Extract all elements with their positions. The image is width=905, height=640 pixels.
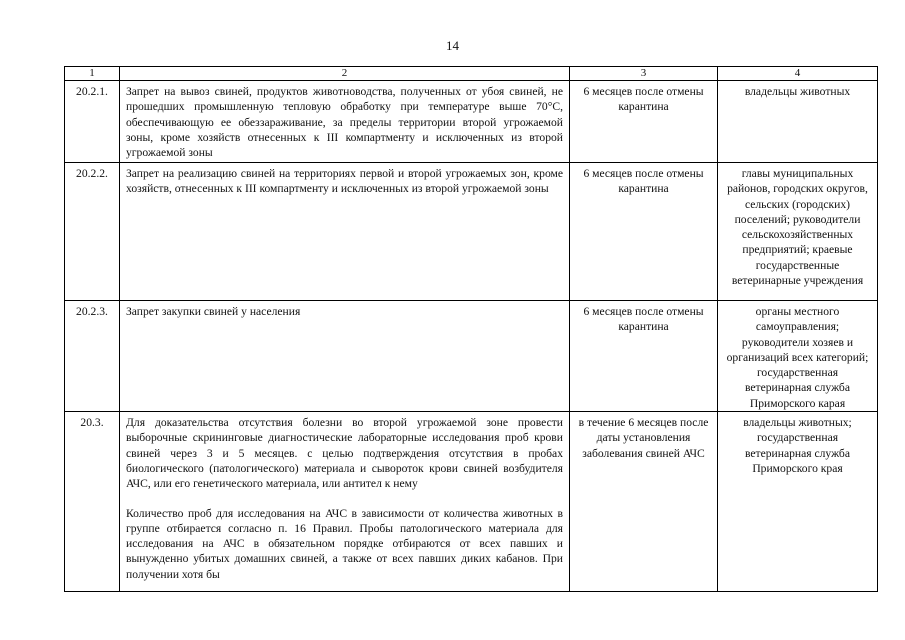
responsible-cell: органы местного самоуправления; руководители хозяев и организаций всех категорий; государственная ветеринарная служба Приморского карая — [718, 301, 878, 412]
table-row — [65, 163, 878, 301]
column-header: 1 — [65, 67, 120, 81]
description-clip — [126, 415, 563, 591]
column-header: 4 — [718, 67, 878, 81]
item-number: 20.2.3. — [65, 301, 120, 412]
description-paragraph: Запрет на реализацию свиней на территориях первой и второй угрожаемых зон, кроме хозяйств, отнесенных к III компартменту и исключенных из второй угрожаемой зоны — [126, 167, 563, 196]
description-paragraph: Для доказательства отсутствия болезни во второй угрожаемой зоне провести выборочные скрининговые диагностические лабораторные исследования проб крови свиней через 3 и 5 месяцев. с целью подтверждения отсутствия в пробах биологического (патологического) материала и сывороток крови свиней возбудителя АЧС, или его генетического материала, или антител к нему — [126, 416, 563, 491]
responsible-cell: владельцы животных — [718, 81, 878, 163]
table-header-row — [65, 67, 878, 81]
item-number: 20.3. — [65, 412, 120, 592]
item-number: 20.2.1. — [65, 81, 120, 163]
column-header: 3 — [570, 67, 718, 81]
term-cell: 6 месяцев после отмены карантина — [570, 301, 718, 412]
table-row — [65, 301, 878, 412]
responsible-cell: главы муниципальных районов, городских округов, сельских (городских) поселений; руководители сельскохозяйственных предприятий; краевые государственные ветеринарные учреждения — [718, 163, 878, 301]
description-paragraph: Количество проб для исследования на АЧС в зависимости от количества животных в группе отбирается согласно п. 16 Правил. Пробы патологического материала для исследования на АЧС в обязательном порядке отбираются от всех павших и вынужденно убитых домашних свиней, а также от всех павших диких кабанов. При получении хотя бы — [126, 506, 563, 581]
measure-description — [120, 81, 570, 163]
responsible-cell: владельцы животных; государственная ветеринарная служба Приморского края — [718, 412, 878, 592]
measure-description — [120, 163, 570, 301]
description-paragraph: Запрет закупки свиней у населения — [126, 305, 301, 318]
table-row — [65, 81, 878, 163]
measures-table — [64, 66, 878, 592]
page-number: 14 — [446, 38, 459, 53]
measure-description — [120, 412, 570, 592]
column-header: 2 — [120, 67, 570, 81]
term-cell: 6 месяцев после отмены карантина — [570, 81, 718, 163]
item-number: 20.2.2. — [65, 163, 120, 301]
description-paragraph: Запрет на вывоз свиней, продуктов животноводства, полученных от убоя свиней, не прошедших промышленную тепловую обработку при температуре выше 70°С, обеспечивающую ее обеззараживание, за пределы территории второй угрожаемой зоны, кроме хозяйств отнесенных к III компартменту и исключенных из второй угрожаемой зоны — [126, 85, 563, 160]
term-cell: 6 месяцев после отмены карантина — [570, 163, 718, 301]
measure-description — [120, 301, 570, 412]
term-cell: в течение 6 месяцев после даты установления заболевания свиней АЧС — [570, 412, 718, 592]
table-row — [65, 412, 878, 592]
